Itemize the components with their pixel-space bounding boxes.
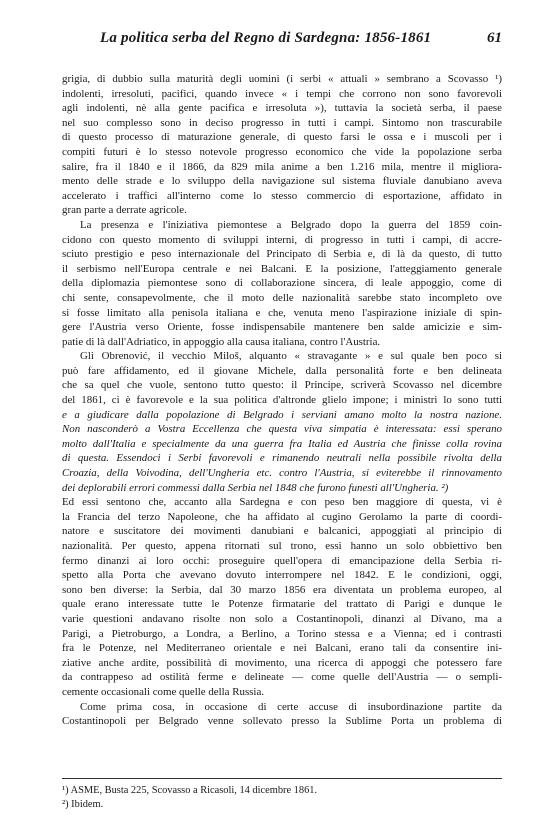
text-line: ziative anche ardite, possibilità di movimento, una ricerca di appoggi che potessero fare — [62, 656, 502, 669]
text-line: spetto alla Porta che avevano dovuto interrompere nel 1842. E le condizioni, oggi, — [62, 569, 502, 582]
text-line: grigia, di dubbio sulla maturità degli uomini (i serbi « attuali » sembrano a Scovasso ¹) — [62, 73, 502, 85]
footnote: ¹) ASME, Busta 225, Scovasso a Ricasoli, 14 dicembre 1861. — [62, 785, 318, 796]
text-line: agli indolenti, nè alla gente pacifica e irresoluta »), tuttavia la società serba, il paese — [62, 102, 502, 115]
text-line: gere l'Austria verso Oriente, fosse indispensabile mantenere ben salde amicizie e sim- — [62, 321, 502, 334]
text-line: che sa quel che vuole, sentono tutto questo: il Principe, scriverà Scovasso nel dicembre — [62, 379, 502, 392]
text-line: Parigi, a Pietroburgo, a Londra, a Berlino, a Torino stessa e a Vienna; ed i contrasti — [62, 627, 502, 640]
text-line: di questa. Essendoci i Serbi favorevoli e rimanendo neutrali nella possibile rivolta della — [62, 452, 502, 465]
text-line: cemente occasionali come quelle della Russia. — [62, 685, 265, 698]
page-header — [60, 30, 502, 52]
footnote: ²) Ibidem. — [62, 798, 104, 810]
text-line: chi sente, consapevolmente, che il moto delle nazionalità sarebbe stato incompleto ove — [62, 291, 502, 304]
text-line: può fare affidamento, ed il giovane Michele, dalla personalità forte e ben delineata — [62, 364, 502, 377]
text-line: nel suo complesso sono in deciso progresso in tutti i campi. Sintomo non trascurabile — [62, 116, 502, 129]
text-line: salire, fra il 1840 e il 1866, da 829 mila anime a ben 1.216 mila, mentre il migliora- — [62, 160, 502, 173]
text-line: mento delle strade e lo sviluppo della navigazione sul sistema fluviale danubiano aveva — [62, 175, 502, 188]
text-line: quale erano interessate tutte le Potenze firmatarie del trattato di Parigi e dunque le — [62, 598, 502, 611]
text-line: si fosse limitato alla penisola italiana e che, venuta meno l'aspirazione iniziale di spin- — [62, 306, 502, 319]
text-line: del 1861, ci è favorevole e la sua politica d'altronde glielo impone; i ministri lo sono tutti — [62, 394, 502, 407]
text-line: indolenti, irresoluti, pacifici, quando invece « i tempi che corrono non sono favorevoli — [62, 87, 502, 100]
text-line: della diplomazia piemontese sono di collaborazione sincera, di leale appoggio, come di — [62, 277, 502, 290]
text-line: di questo processo di maturazione generale, di questo farsi le ossa e i muscoli per i — [62, 131, 502, 144]
text-line: fermo dinanzi ai loro occhi: proseguire quell'opera di emancipazione della Serbia ri- — [62, 554, 502, 567]
text-line: Costantinopoli per Belgrado venne sollevato presso la Sublime Porta un problema di — [62, 715, 502, 728]
text-line: Ed essi sentono che, accanto alla Sardegna e con peso ben maggiore di questa, vi è — [62, 496, 502, 509]
page-number: 61 — [487, 30, 502, 46]
text-line: La presenza e l'iniziativa piemontese a Belgrado dopo la guerra del 1859 coin- — [80, 218, 502, 231]
text-line: Gli Obrenović, il vecchio Miloš, alquanto « stravagante » e sul quale ben poco si — [80, 350, 502, 363]
text-line: sciuto prestigio e peso internazionale del Principato di Serbia e, di là da questo, di tutto — [62, 248, 502, 261]
text-line: dei deplorabili errori commessi dalla Serbia nel 1848 che furono funesti all'Ungheria. ²) — [62, 481, 449, 494]
text-line: sono ben diverse: la Serbia, dal 30 marzo 1856 era diventata un problema europeo, al — [62, 583, 502, 596]
text-line: da contrappeso ad ostilità ferme e delineate — come quelle dell'Austria — o sempli- — [62, 671, 502, 684]
text-line: molto dall'Italia e specialmente da una guerra fra Italia ed Austria che finisse colla rovina — [62, 437, 502, 450]
body-text — [62, 72, 502, 729]
text-line: varie questioni andavano risolte non solo a Costantinopoli, dinanzi al Divano, ma a — [62, 612, 502, 625]
footnotes — [62, 778, 502, 811]
text-line: il serbismo nell'Europa centrale e nei Balcani. E la posizione, l'atteggiamento generale — [62, 262, 502, 275]
text-line: Croazia, della Voivodina, dell'Ungheria etc. contro l'Austria, si eviterebbe il rinnovamento — [62, 467, 502, 480]
text-line: natore e suscitatore dei movimenti danubiani e balcanici, appoggiati al principio di — [62, 525, 502, 538]
text-line: nazionalità. Per questo, appena ritornati sul trono, essi hanno un solo obbiettivo ben — [62, 540, 502, 552]
text-line: e a giudicare dalla popolazione di Belgrado i serviani amano molto la nostra nazione. — [62, 408, 502, 421]
text-line: Non nasconderò a Vostra Eccellenza che questa viva simpatia è interessata: essi sperano — [62, 423, 502, 436]
text-line: gran parte a derrate agricole. — [62, 204, 187, 217]
text-line: patie di là dall'Adriatico, in appoggio alla causa italiana, contro l'Austria. — [62, 335, 381, 348]
text-line: cidono con questo momento di sviluppi interni, di progresso in tutti i campi, di accre- — [62, 233, 502, 246]
text-line: la Francia del terzo Napoleone, che ha affidato al cugino Gerolamo la parte di coordi- — [62, 510, 502, 523]
text-line: accelerato i traffici all'interno come lo stesso commercio di esportazione, affidato in — [62, 189, 502, 202]
text-line: fra le Potenze, nel Mediterraneo orientale e nei Balcani, erano tali da consentire ini- — [62, 642, 502, 655]
text-line: compiti futuri è lo stesso notevole progresso economico che vide la popolazione serba — [62, 145, 502, 158]
running-title: La politica serba del Regno di Sardegna: 1856-1861 — [100, 30, 432, 46]
text-line: Come prima cosa, in occasione di certe accuse di insubordinazione partite da — [80, 700, 502, 713]
